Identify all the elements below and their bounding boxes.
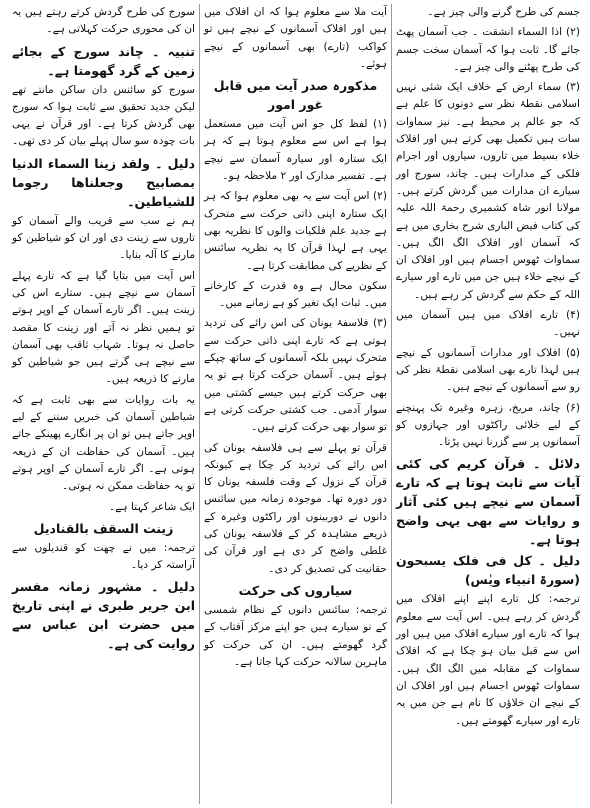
paragraph: (۳) فلاسفۂ یونان کی اس رائے کی تردید ہوتی ہے کہ تارے اپنی ذاتی حرکت سے متحرک نہیں بلکہ آسمانوں کے ساتھ چپکے ہوئے ہیں۔ آسمان حرکت کرتا ہے تو یہ بھی حرکت کرتے ہیں جیسے کشتی میں سوار آدمی۔ جب کشتی حرکت کرتی ہے تو سوار بھی حرکت کرتے ہیں۔ [204, 317, 387, 434]
section-heading: دلیل ۔ کل فی فلک یسبحون (سورۃ انبیاء ویٰس) [396, 553, 580, 588]
paragraph: سورج کی طرح گردش کرتے رہتے ہیں یہ ان کی محوری حرکت کہلاتی ہے۔ [12, 6, 195, 36]
text-columns [6, 4, 584, 804]
section-heading: تنبیہ ۔ چاند سورج کے بجائے زمین کے گرد گھومتا ہے۔ [12, 43, 195, 78]
paragraph: ایک شاعر کہتا ہے۔ [108, 500, 195, 513]
paragraph: (۲) اذا السماء انشقت ۔ جب آسمان پھٹ جائے گا۔ ثابت ہوا کہ آسمان سخت جسم کی طرح پھٹنے والی چیز ہے۔ [396, 26, 580, 73]
paragraph: (۳) سماء ارض کے خلاف ایک شئی نہیں اسلامی نقطۂ نظر سے دونوں کا علم ہے کہ جو عالم پر محیط ہے۔ نیز سماوات سات ہیں تکمیل بھی کرتے ہیں اور افلاک خلاء بسیط میں تاروں، سیاروں اور اجرام فلکی کے مدارات ہیں۔ چاند، سورج اور سیارے ان مدارات میں گردش کرتے ہیں۔ مولانا انور شاہ کشمیری رحمۃ اللہ علیہ کی کتاب فیض الباری شرح بخاری میں ہے کہ آسمان اور افلاک الگ الگ ہیں۔ سماوات ٹھوس اجسام ہیں اور افلاک ان کے نیچے خلاء ہیں جن میں تارے اور سیارے اللہ کے حکم سے گردش کر رہے ہیں۔ [396, 81, 580, 301]
column-middle [200, 4, 392, 804]
paragraph: قرآن تو پہلے سے ہی فلاسفہ یونان کی اس رائے کی تردید کر چکا ہے کیونکہ قرآن کے نزول کے وقت فلسفہ یونان کا دور دورہ تھا۔ موجودہ زمانہ میں سائنس دانوں نے دوربینوں اور راکٹوں وغیرہ کے ذریعے مشاہدہ کر کے فلاسفہ یونان کی غلطی واضح کر دی ہے اور قرآن کی حقانیت کی تصدیق کر دی۔ [204, 441, 387, 575]
paragraph: (۶) چاند، مریخ، زہرہ وغیرہ تک پہنچنے کے لیے خلائی راکٹوں اور جہازوں کو آسمانوں پر سے گزرنا نہیں پڑتا۔ [396, 401, 580, 449]
section-heading: سیاروں کی حرکت [238, 582, 353, 598]
paragraph: ترجمہ: کل تارے اپنے اپنے افلاک میں گردش کر رہے ہیں۔ اس آیت سے معلوم ہوا کہ تارے اور سیارے افلاک میں ہیں اور اس سے قبل بیان ہو چکا ہے کہ افلاک سماوات کے مقابلہ میں الگ الگ ہیں۔ سماوات ٹھوس اجسام ہیں اور افلاک ان کے نیچے ان خلاؤں کا نام ہے جن میں یہ تارے اور سیارے گھومتے ہیں۔ [396, 593, 580, 727]
paragraph: (۵) افلاک اور مدارات آسمانوں کے نیچے ہیں لہذا تارے بھی اسلامی نقطۂ نظر کی رو سے آسمانوں کے نیچے ہیں۔ [396, 346, 580, 394]
paragraph: ہم نے سب سے قریب والے آسمان کو تاروں سے زینت دی اور ان کو شیاطین کو مارنے کا آلہ بنایا۔ [12, 214, 195, 262]
column-left [8, 4, 200, 804]
paragraph: یہ بات روایات سے بھی ثابت ہے کہ شیاطین آسمان کی خبریں سننے کے لیے اوپر جاتے ہیں تو ان پر انگارے پھینکے جاتے ہیں۔ آسمان کی حفاظت ان کے ذریعہ ہوتی ہے۔ اگر تارے آسمان کے اوپر ہوتے تو یہ حفاظت ممکن نہ ہوتی۔ [12, 393, 195, 493]
column-right [392, 4, 584, 804]
section-heading: دلیل ۔ ولقد زینا السماء الدنیا بمصابیح وجعلناھا رجوما للشیاطین۔ [12, 155, 195, 209]
paragraph: ترجمہ: سائنس دانوں کے نظام شمسی کے نو سیارے ہیں جو اپنے مرکز آفتاب کے گرد گھومتے ہیں۔ ان کی حرکت کو ماہرین سالانہ حرکت کہا جاتا ہے۔ [204, 603, 387, 668]
section-heading: زینت السقف بالقنادیل [33, 520, 174, 536]
paragraph: اس آیت میں بتایا گیا ہے کہ تارے پہلے آسمان سے نیچے ہیں۔ ستارے اس کی زینت ہیں۔ اگر تارے آسمان کے اوپر ہوتے تو ہمیں نظر نہ آتے اور زینت کا مقصد حاصل نہ ہوتا۔ شہاب ثاقب بھی آسمان سے نیچے ہی گرتے ہیں جو شیاطین کو مارنے کا ذریعہ ہیں۔ [12, 269, 195, 386]
paragraph: (۱) لفظ کل جو اس آیت میں مستعمل ہوا ہے اس سے معلوم ہوتا ہے کہ ہر ایک ستارہ اور سیارہ آسمان سے نیچے ہے۔ تفسیر مدارک اور ۲ ملاحظہ ہو۔ [204, 118, 387, 183]
paragraph: سورج کو سائنس دان ساکن مانتے تھے لیکن جدید تحقیق سے ثابت ہوا کہ سورج بھی گردش کرتا ہے۔ اور قرآن نے یہی بات چودہ سو سال پہلے بیان کر دی تھی۔ [12, 83, 195, 148]
paragraph: (۲) اس آیت سے یہ بھی معلوم ہوا کہ ہر ایک ستارہ اپنی ذاتی حرکت سے متحرک ہے جدید علم فلکیات والوں کا نظریہ بھی یہی ہے لہذا قرآن کا یہ نظریہ سائنس کے نظریے کی مطابقت کرتا ہے۔ [204, 190, 387, 272]
section-heading: دلیل ۔ مشہور زمانہ مفسر ابن جریر طبری نے اپنی تاریخ میں حضرت ابن عباس سے روایت کی ہے۔ [12, 579, 195, 652]
paragraph: (۴) تارے افلاک میں ہیں آسمان میں نہیں۔ [396, 309, 580, 339]
paragraph: سکون محال ہے وہ قدرت کے کارخانے میں۔ ثبات ایک تغیر کو ہے زمانے میں۔ [204, 279, 387, 310]
paragraph: ترجمہ: میں نے چھت کو قندیلوں سے آراستہ کر دیا۔ [12, 541, 195, 572]
section-heading: دلائل ۔ قرآن کریم کی کئی آیات سے ثابت ہوتا ہے کہ تارے آسمان سے نیچے ہیں کئی آثار و روایات سے بھی یہی واضح ہوتا ہے۔ [396, 456, 580, 548]
section-heading: مذکورہ صدر آیت میں قابل غور امور [213, 78, 378, 113]
paragraph: جسم کی طرح گرنے والی چیز ہے۔ [427, 6, 580, 18]
paragraph: آیت ملا سے معلوم ہوا کہ ان افلاک میں ہیں اور افلاک آسمانوں کے نیچے ہیں تو کواکب (تارے) بھی آسمانوں کے نیچے ہوئے۔ [204, 6, 387, 70]
